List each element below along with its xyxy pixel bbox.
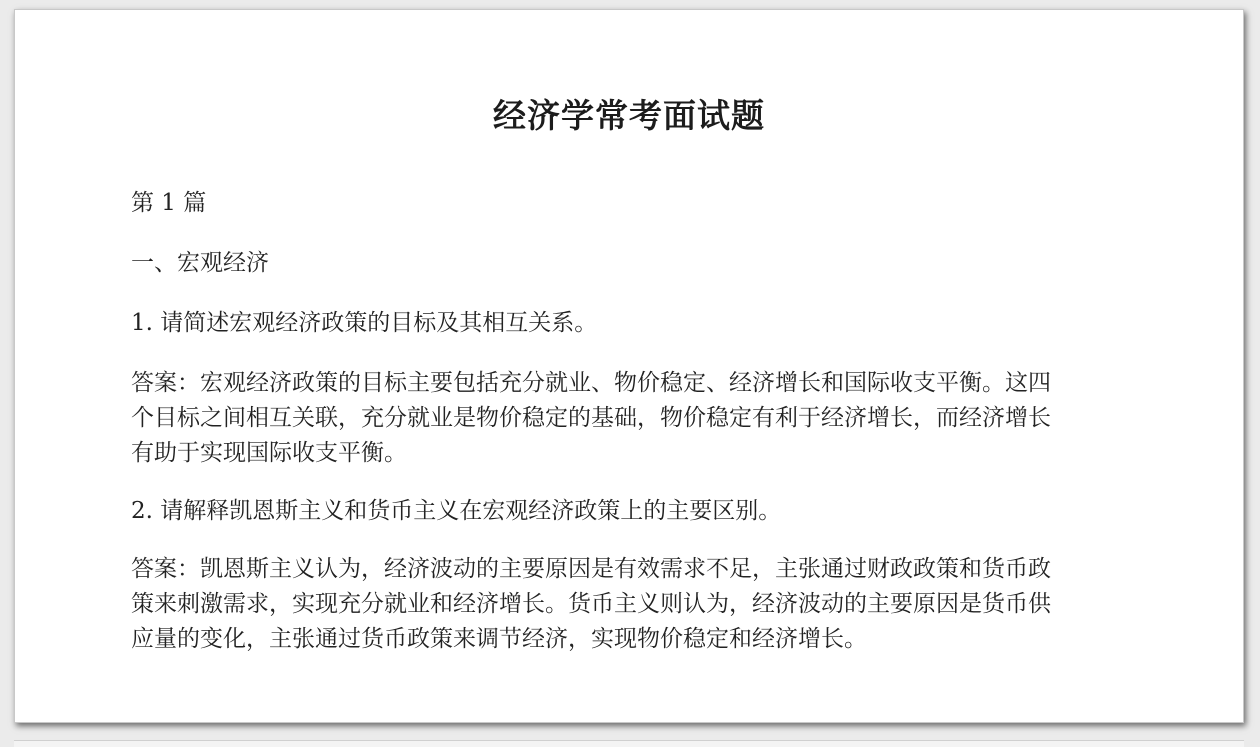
document-body: [131, 186, 1061, 657]
document-page: [14, 9, 1244, 723]
section-heading: 一、宏观经济: [131, 250, 269, 276]
answer-1: 答案：宏观经济政策的目标主要包括充分就业、物价稳定、经济增长和国际收支平衡。这四个目标之间相互关联，充分就业是物价稳定的基础，物价稳定有利于经济增长，而经济增长有助于实现国际收支平衡。: [131, 370, 1051, 466]
section-label: 第 1 篇: [131, 190, 207, 216]
question-2: 2. 请解释凯恩斯主义和货币主义在宏观经济政策上的主要区别。: [131, 498, 782, 524]
question-1: 1. 请简述宏观经济政策的目标及其相互关系。: [131, 310, 598, 336]
next-page-edge: [14, 740, 1244, 747]
answer-2: 答案：凯恩斯主义认为，经济波动的主要原因是有效需求不足，主张通过财政政策和货币政策来刺激需求，实现充分就业和经济增长。货币主义则认为，经济波动的主要原因是货币供应量的变化，主张通过货币政策来调节经济，实现物价稳定和经济增长。: [131, 556, 1051, 652]
document-title: 经济学常考面试题: [493, 96, 765, 135]
